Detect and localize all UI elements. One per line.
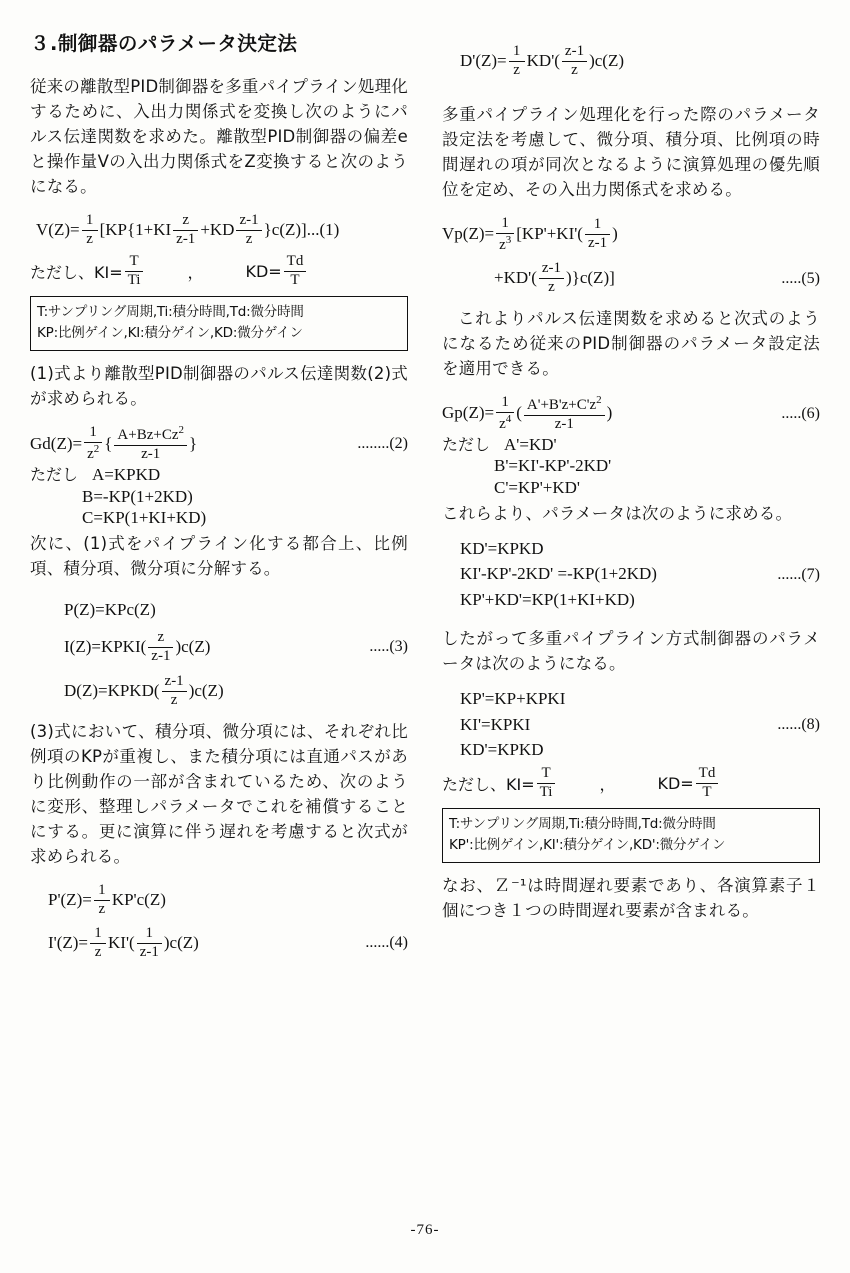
eq1-number: ...(1) — [306, 220, 340, 240]
equation-2 — [30, 425, 408, 463]
eq5-number: .....(5) — [781, 269, 820, 287]
eq5-fraction-2: $\frac{1}{z-1}$ — [585, 217, 610, 252]
equation-1 — [30, 213, 408, 248]
eq5-mid-1: [KP'+KI'( — [516, 224, 583, 244]
eq5-fraction-3: $\frac{z-1}{z}$ — [539, 261, 564, 296]
eq5-lhs: Vp(Z)= — [442, 224, 495, 244]
eq1-body-a: [KP{1+KI — [99, 220, 172, 240]
paragraph-right-3: これらより、パラメータは次のように求める。 — [442, 503, 793, 523]
eq3-number: .....(3) — [369, 638, 408, 656]
section-title: ３.制御器のパラメータ決定法 — [30, 32, 298, 55]
kd-label-right: KD= — [657, 773, 694, 793]
eq2-frac-2: $\frac{A+Bz+Cz^2}{z-1}$ — [114, 425, 187, 463]
paragraph-left-1: 従来の離散型PID制御器を多重パイプライン処理化するために、入出力関係式を変換し次のようにパルス伝達関数を求めた。離散型PID制御器の偏差eと操作量Vの入出力関係式をZ変換すると次のようになる。 — [30, 77, 408, 197]
eq4-i-fraction-1: $\frac{1}{z}$ — [90, 926, 106, 961]
eq5-line2-lhs: +KD'( — [494, 268, 537, 288]
eqd-mid: KD'( — [526, 50, 560, 70]
equation-6 — [442, 395, 820, 433]
eq5-line2-rhs: )}c(Z)] — [566, 268, 615, 288]
eq3-p: P(Z)=KPc(Z) — [64, 600, 156, 620]
condition-block-2 — [30, 466, 408, 528]
eq4-i-fraction-2: $\frac{1}{z-1}$ — [137, 926, 162, 961]
eq3-i-rhs: )c(Z) — [175, 636, 211, 656]
eq1-frac-1: $\frac{1}{z}$ — [82, 213, 98, 248]
eq8-line-1: KP'=KP+KPKI — [460, 688, 566, 708]
eq1-body-c: }c(Z)] — [263, 220, 307, 240]
eq2-coef-a: A=KPKD — [92, 464, 161, 484]
eqd-rhs: )c(Z) — [589, 50, 624, 70]
comma: ， — [187, 262, 204, 282]
paragraph-left-3: 次に、(1)式をパイプライン化する都合上、比例項、積分項、微分項に分解する。 — [30, 533, 408, 579]
eq4-i-mid: KI'( — [108, 932, 135, 952]
eq7-number: ......(7) — [777, 565, 820, 583]
eqd-fraction-2: $\frac{z-1}{z}$ — [562, 44, 587, 79]
eq4-p-fraction: $\frac{1}{z}$ — [94, 883, 110, 918]
eq4-i-lhs: I'(Z)= — [48, 932, 89, 952]
eq6-lhs: Gp(Z)= — [442, 403, 495, 423]
kd-label: KD= — [245, 261, 282, 281]
eq6-coef-a: A'=KD' — [504, 434, 557, 454]
eq7-line-3: KP'+KD'=KP(1+KI+KD) — [460, 590, 635, 610]
eq5-fraction-1: $\frac{1}{z^3}$ — [496, 216, 514, 254]
eq6-close-paren: ) — [606, 403, 613, 423]
paragraph-left-4: (3)式において、積分項、微分項には、それぞれ比例項のKPが重複し、また積分項には直通パスがあり比例動作の一部が含まれているため、次のように変形、整理しパラメータでこれを補償することにする。更に演算に伴う遅れを考慮すると次式が求められる。 — [30, 721, 408, 867]
eq3-d-lhs: D(Z)=KPKD( — [64, 681, 160, 701]
equation-d-prime — [442, 44, 820, 79]
eq2-coef-c: C=KP(1+KI+KD) — [82, 508, 207, 528]
legend-line-2: KP':比例ゲイン,KI':積分ゲイン,KD':微分ゲイン — [449, 837, 726, 854]
right-column — [442, 28, 820, 1208]
eq6-fraction-1: $\frac{1}{z^4}$ — [496, 395, 514, 433]
eq1-body-b: +KD — [200, 220, 235, 240]
paragraph-left-2: (1)式より離散型PID制御器のパルス伝達関数(2)式が求められる。 — [30, 364, 408, 409]
equation-8 — [442, 690, 820, 760]
eq4-number: ......(4) — [365, 934, 408, 952]
kd-fraction: $\frac{Td}{T}$ — [284, 254, 307, 289]
eq2-close-brace: } — [189, 433, 198, 453]
equation-5 — [442, 216, 820, 296]
legend-line-1: T:サンプリング周期,Ti:積分時間,Td:微分時間 — [37, 304, 304, 321]
eq8-line-2: KI'=KPKI — [460, 714, 531, 734]
eqd-lhs: D'(Z)= — [460, 50, 507, 70]
eq4-p-rhs: KP'c(Z) — [111, 890, 166, 910]
eq2-coef-b: B=-KP(1+2KD) — [82, 486, 193, 506]
legend-box-1 — [30, 296, 408, 351]
paragraph-right-4: したがって多重パイプライン方式制御器のパラメータは次のようになる。 — [442, 628, 820, 673]
tadashi-label-right-1: ただし — [442, 435, 491, 455]
condition-block-right-1 — [442, 436, 820, 498]
paragraph-right-5: なお、Ｚ⁻¹は時間遅れ要素であり、各演算素子１個につき１つの時間遅れ要素が含まれる。 — [442, 876, 820, 921]
legend-line-2: KP:比例ゲイン,KI:積分ゲイン,KD:微分ゲイン — [37, 325, 303, 342]
condition-line-right-2 — [442, 766, 820, 801]
left-column — [30, 28, 408, 1208]
eq3-d-fraction: $\frac{z-1}{z}$ — [162, 674, 187, 709]
eq6-open-paren: ( — [516, 403, 522, 423]
eq3-i-lhs: I(Z)=KPKI( — [64, 636, 147, 656]
eq1-lhs: V(Z)= — [36, 220, 80, 240]
eq1-frac-2: $\frac{z}{z-1}$ — [173, 213, 198, 248]
eq8-number: ......(8) — [777, 716, 820, 734]
eq6-coef-c: C'=KP'+KD' — [494, 477, 580, 497]
eq3-i-fraction: $\frac{z}{z-1}$ — [148, 630, 173, 665]
legend-line-1: T:サンプリング周期,Ti:積分時間,Td:微分時間 — [449, 816, 716, 833]
eq7-line-1: KD'=KPKD — [460, 538, 544, 558]
tadashi-label: ただし、KI= — [30, 262, 123, 282]
eq6-number: .....(6) — [781, 405, 820, 422]
eq6-coef-b: B'=KI'-KP'-2KD' — [494, 456, 612, 476]
eq2-frac-1: $\frac{1}{z^2}$ — [84, 425, 102, 463]
condition-line-1 — [30, 254, 408, 289]
eq7-line-2: KI'-KP'-2KD' =-KP(1+2KD) — [460, 564, 657, 584]
eq2-number: ........(2) — [357, 435, 408, 453]
equation-4 — [30, 883, 408, 960]
paragraph-right-2: これよりパルス伝達関数を求めると次式のようになるため従来のPID制御器のパラメータ設定法を適用できる。 — [442, 308, 820, 378]
ki-fraction: $\frac{T}{Ti}$ — [125, 254, 144, 289]
legend-box-2 — [442, 808, 820, 863]
eq4-p-lhs: P'(Z)= — [48, 890, 92, 910]
tadashi-label-right-2: ただし、KI= — [442, 774, 535, 794]
comma-right: ， — [599, 774, 616, 794]
eq4-i-rhs: )c(Z) — [163, 932, 199, 952]
eq1-frac-3: $\frac{z-1}{z}$ — [236, 213, 261, 248]
ki-fraction-right: $\frac{T}{Ti}$ — [537, 766, 556, 801]
eq5-mid-2: ) — [612, 224, 618, 244]
eq8-line-3: KD'=KPKD — [460, 740, 544, 760]
eq3-d-rhs: )c(Z) — [188, 681, 224, 701]
eq6-fraction-2: $\frac{A'+B'z+C'z^2}{z-1}$ — [524, 395, 605, 433]
two-column-layout — [30, 28, 820, 1208]
page-number: -76- — [410, 1222, 440, 1238]
tadashi-label-2: ただし — [30, 465, 79, 485]
kd-fraction-right: $\frac{Td}{T}$ — [696, 766, 719, 801]
equation-7 — [442, 540, 820, 610]
paragraph-right-1: 多重パイプライン処理化を行った際のパラメータ設定法を考慮して、微分項、積分項、比例項の時間遅れの項が同次となるように演算処理の優先順位を定め、その入出力関係式を求める。 — [442, 104, 820, 199]
eq2-open-brace: { — [104, 433, 113, 453]
eq2-lhs: Gd(Z)= — [30, 433, 83, 453]
equation-3 — [30, 601, 408, 709]
eqd-fraction-1: $\frac{1}{z}$ — [509, 44, 525, 79]
